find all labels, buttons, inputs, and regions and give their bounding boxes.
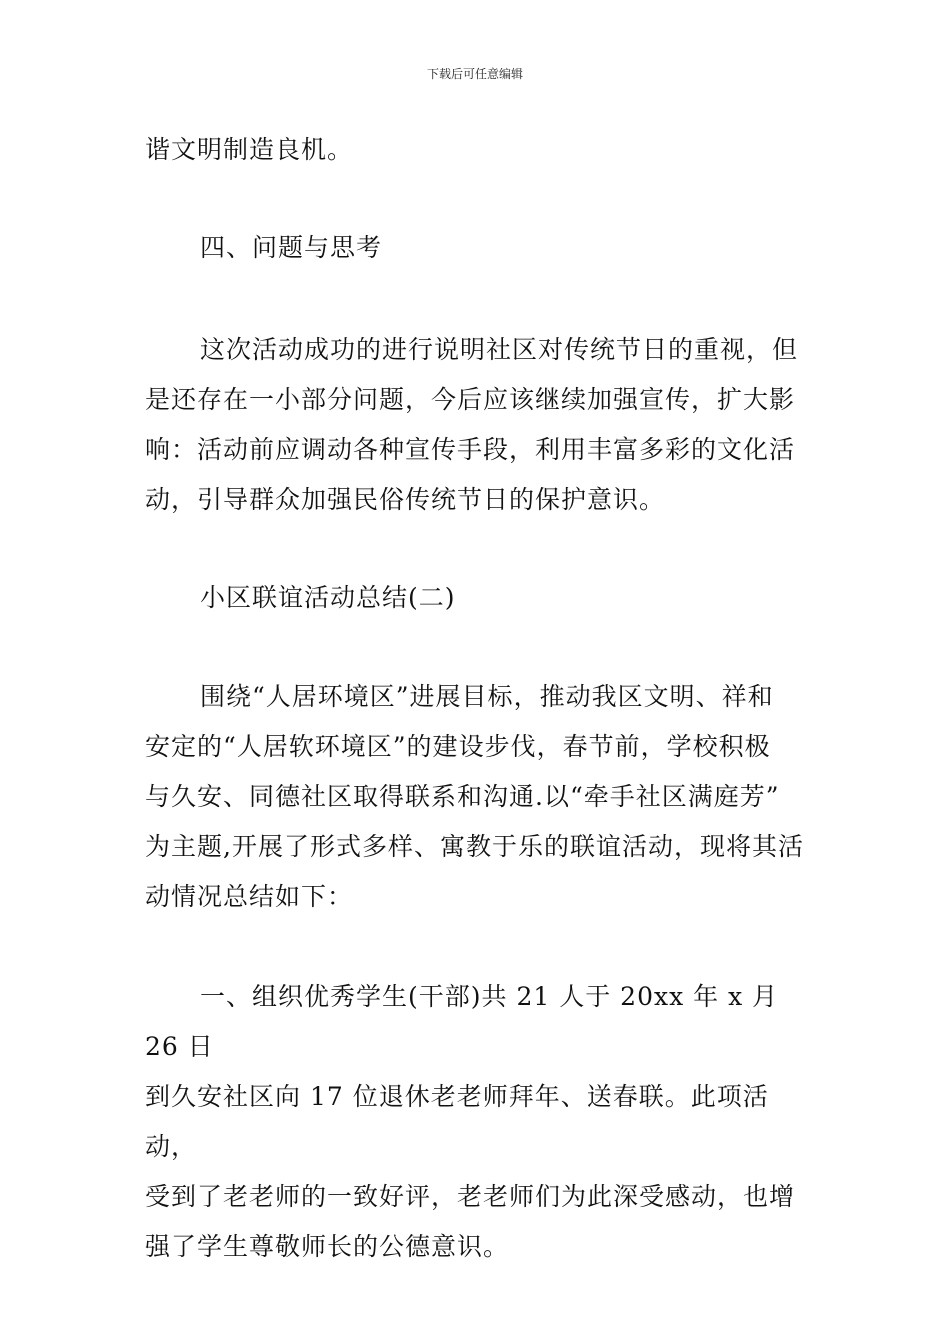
paragraph-introduction xyxy=(145,672,810,922)
paragraph-line: 安定的“人居软环境区”的建设步伐，春节前，学校积极 xyxy=(145,732,771,761)
section-heading-problems: 四、问题与思考 xyxy=(200,233,383,262)
paragraph-line: 动情况总结如下： xyxy=(145,882,354,911)
paragraph-continuation: 谐文明制造良机。 xyxy=(145,135,354,164)
paragraph-item-one xyxy=(145,972,810,1272)
paragraph-line: 围绕“人居环境区”进展目标，推动我区文明、祥和 xyxy=(200,682,774,711)
paragraph-problems xyxy=(145,325,810,525)
paragraph-line: 为主题,开展了形式多样、寓教于乐的联谊活动，现将其活 xyxy=(145,832,804,861)
paragraph-line: 强了学生尊敬师长的公德意识。 xyxy=(145,1232,510,1261)
paragraph-line: 响：活动前应调动各种宣传手段，利用丰富多彩的文化活 xyxy=(145,435,796,464)
paragraph-line: 动，引导群众加强民俗传统节日的保护意识。 xyxy=(145,485,666,514)
paragraph-line: 受到了老老师的一致好评，老老师们为此深受感动，也增 xyxy=(145,1182,796,1211)
paragraph-line: 这次活动成功的进行说明社区对传统节日的重视，但 xyxy=(200,335,799,364)
paragraph-line: 一、组织优秀学生(干部)共 21 人于 20xx 年 x 月 26 日 xyxy=(145,982,779,1061)
paragraph-line: 到久安社区向 17 位退休老老师拜年、送春联。此项活动， xyxy=(145,1082,769,1161)
document-title-part-two: 小区联谊活动总结(二) xyxy=(200,583,456,612)
paragraph-line: 与久安、同德社区取得联系和沟通.以“牵手社区满庭芳” xyxy=(145,782,780,811)
paragraph-line: 是还存在一小部分问题，今后应该继续加强宣传，扩大影 xyxy=(145,385,796,414)
page-header: 下载后可任意编辑 xyxy=(426,67,523,81)
